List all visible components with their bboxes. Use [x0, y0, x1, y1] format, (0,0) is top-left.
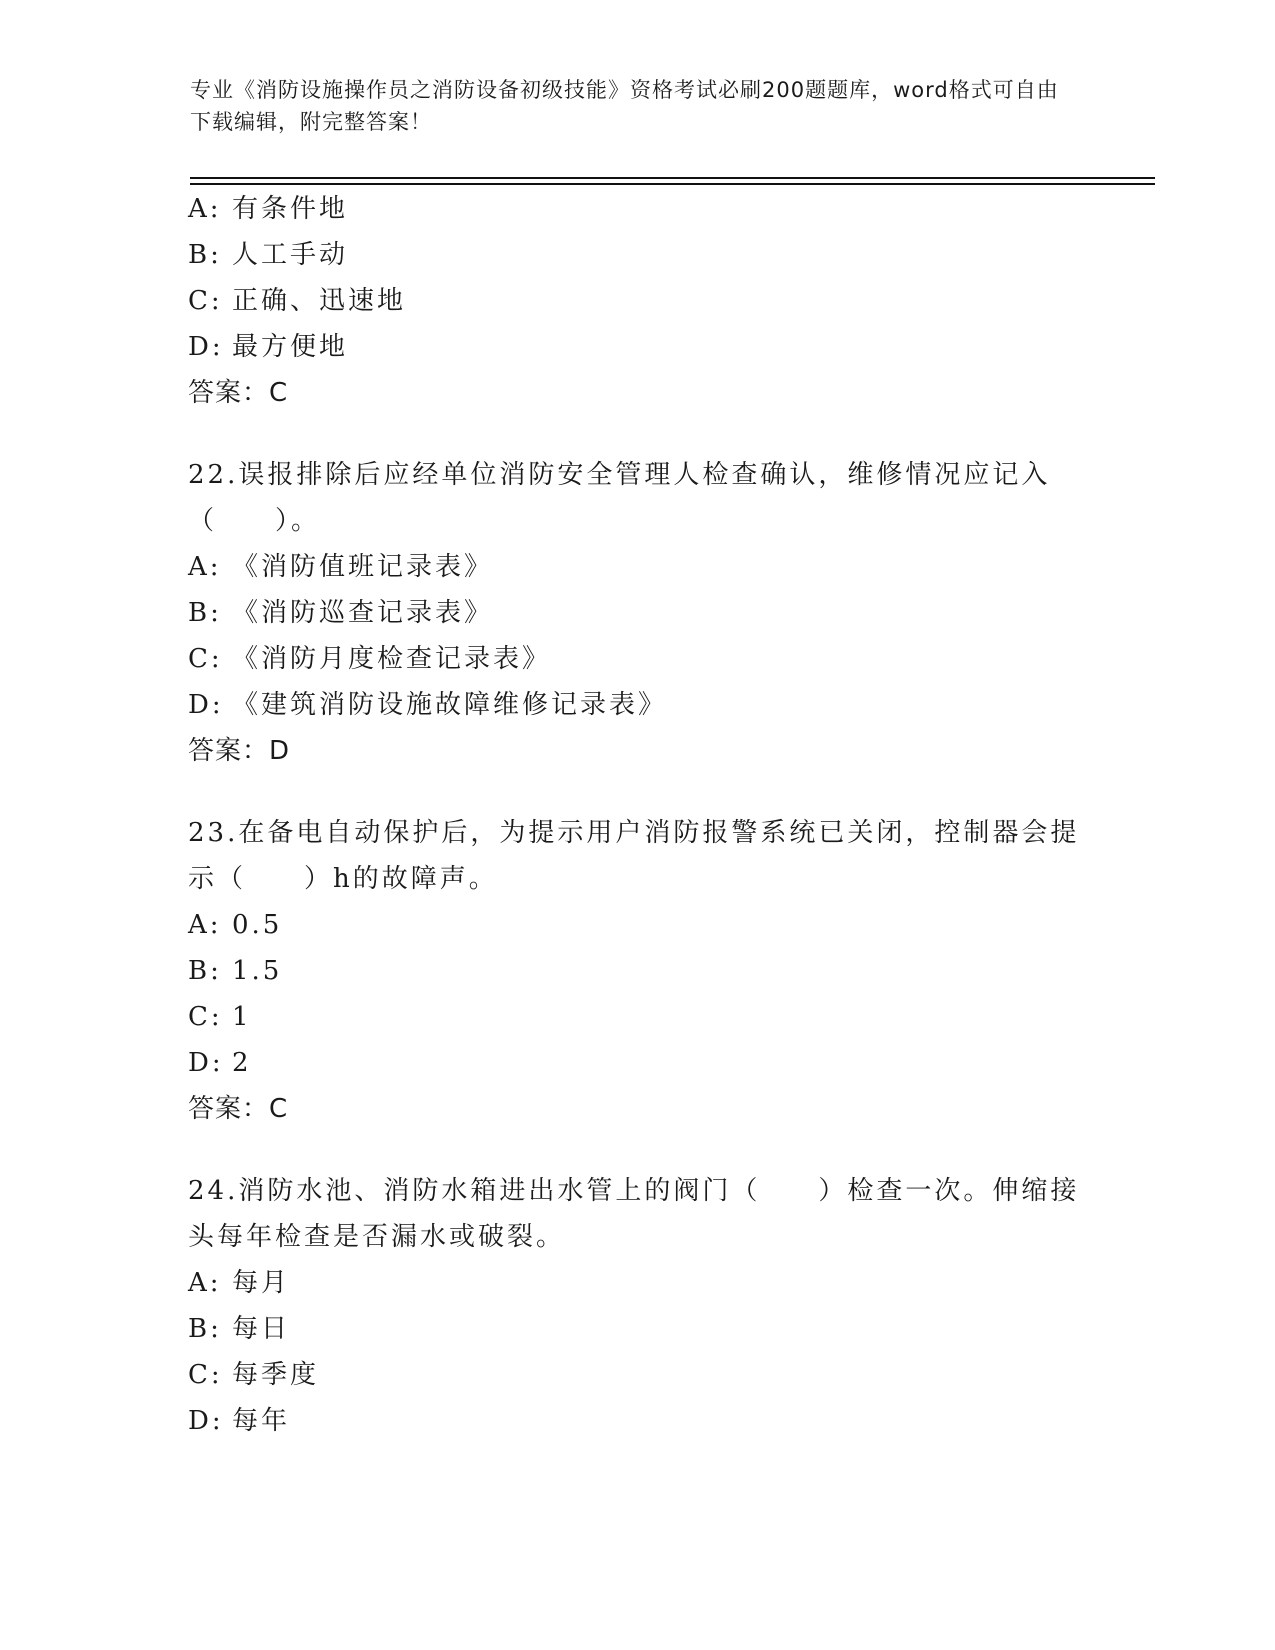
option-text: 有条件地: [232, 194, 349, 224]
question-block: [188, 452, 1088, 774]
option-letter: B:: [188, 598, 222, 628]
option-d: [188, 1040, 1088, 1086]
option-text: 每月: [232, 1268, 291, 1298]
option-a: [188, 902, 1088, 948]
option-b: [188, 232, 1088, 278]
header-divider-top: [190, 177, 1155, 179]
option-text: 每日: [232, 1314, 291, 1344]
option-a: [188, 544, 1088, 590]
option-text: 正确、迅速地: [232, 286, 407, 316]
option-letter: C:: [188, 1360, 223, 1390]
option-c: [188, 994, 1088, 1040]
document-header: 专业《消防设施操作员之消防设备初级技能》资格考试必刷200题题库，word格式可自由下载编辑，附完整答案！: [190, 78, 1059, 134]
question-list: [188, 186, 1088, 1480]
option-d: [188, 1398, 1088, 1444]
option-text: 2: [232, 1048, 252, 1078]
option-letter: D:: [188, 1406, 224, 1436]
option-text: 每季度: [232, 1360, 320, 1390]
option-text: 1: [232, 1002, 252, 1032]
answer-line: 答案：D: [188, 736, 291, 766]
header-divider-bottom: [190, 183, 1155, 185]
option-b: [188, 1306, 1088, 1352]
option-b: [188, 948, 1088, 994]
question-stem: 22.误报排除后应经单位消防安全管理人检查确认，维修情况应记入（ ）。: [188, 460, 1051, 536]
question-block: [188, 1168, 1088, 1444]
option-text: 最方便地: [232, 332, 349, 362]
option-letter: A:: [188, 552, 222, 582]
option-text: 1.5: [232, 956, 283, 986]
question-stem: 23.在备电自动保护后，为提示用户消防报警系统已关闭，控制器会提示（ ）h的故障声。: [188, 818, 1080, 894]
option-letter: C:: [188, 644, 223, 674]
option-letter: A:: [188, 910, 222, 940]
option-d: [188, 324, 1088, 370]
option-text: 0.5: [232, 910, 283, 940]
option-text: 人工手动: [232, 240, 349, 270]
option-a: [188, 186, 1088, 232]
option-letter: B:: [188, 1314, 222, 1344]
option-letter: D:: [188, 332, 224, 362]
option-c: [188, 278, 1088, 324]
option-text: 《建筑消防设施故障维修记录表》: [232, 690, 668, 720]
option-letter: D:: [188, 690, 224, 720]
question-block: [188, 810, 1088, 1132]
answer-line: 答案：C: [188, 378, 289, 408]
option-c: [188, 636, 1088, 682]
option-text: 每年: [232, 1406, 291, 1436]
option-letter: B:: [188, 956, 222, 986]
option-letter: A:: [188, 194, 222, 224]
option-letter: C:: [188, 286, 223, 316]
option-b: [188, 590, 1088, 636]
option-text: 《消防巡查记录表》: [232, 598, 494, 628]
option-c: [188, 1352, 1088, 1398]
question-stem: 24.消防水池、消防水箱进出水管上的阀门（ ）检查一次。伸缩接头每年检查是否漏水或破裂。: [188, 1176, 1080, 1252]
option-letter: B:: [188, 240, 222, 270]
option-a: [188, 1260, 1088, 1306]
option-text: 《消防月度检查记录表》: [232, 644, 552, 674]
option-text: 《消防值班记录表》: [232, 552, 494, 582]
option-letter: C:: [188, 1002, 223, 1032]
question-block: [188, 186, 1088, 416]
option-letter: A:: [188, 1268, 222, 1298]
option-letter: D:: [188, 1048, 224, 1078]
answer-line: 答案：C: [188, 1094, 289, 1124]
option-d: [188, 682, 1088, 728]
